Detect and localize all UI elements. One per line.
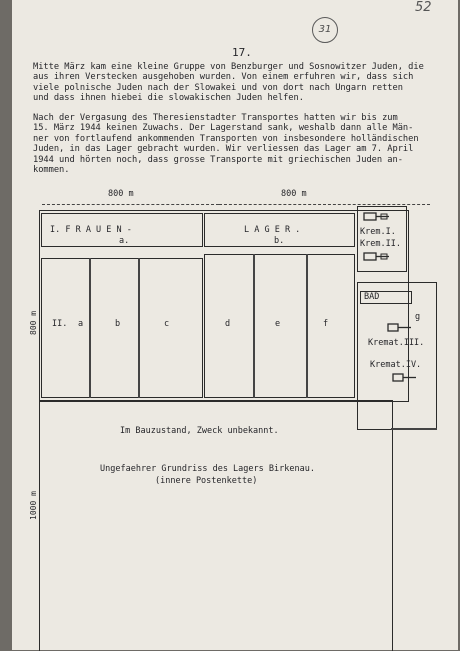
crematorium-icon [363, 250, 393, 264]
text-line: viele polnische Juden nach der Slowakei und von dort nach Ungarn retten [33, 82, 403, 93]
section-divider [138, 258, 140, 398]
section-f-label: f [323, 319, 329, 329]
lager-b-sub: b. [274, 236, 285, 246]
dimension-top-left: 800 m [108, 189, 134, 199]
bad-label: BAD [364, 292, 380, 302]
crematorium-icon [363, 210, 393, 224]
text-line: 15. März 1944 keinen Zuwachs. Der Lagerstand sank, weshalb dann alle Män- [33, 123, 414, 134]
page-number: 17. [232, 46, 252, 59]
dimension-line [219, 204, 430, 205]
krem-1-label: Krem.I. [360, 227, 396, 237]
section-a-label: a [78, 319, 84, 329]
document-page [12, 0, 458, 650]
corner-page-mark: 52 [415, 0, 432, 15]
section-d-label: d [225, 319, 231, 329]
construction-area-label: Im Bauzustand, Zweck unbekannt. [120, 426, 279, 436]
paragraph-2 [33, 113, 458, 175]
text-line: Mitte März kam eine kleine Gruppe von Benzburger und Sosnowitzer Juden, die [33, 62, 424, 72]
text-line: aus ihren Verstecken ausgehoben wurden. Von einem erfuhren wir, dass sich [33, 72, 414, 83]
frauen-lager-title: I. F R A U E N - [50, 225, 132, 235]
text-line: 1944 und hörten noch, dass grosse Transporte mit griechischen Juden an- [33, 154, 403, 165]
text-line: Juden, in das Lager gebracht wurden. Wir verliessen das Lager am 7. April [33, 144, 414, 155]
diagram-caption: Ungefaehrer Grundriss des Lagers Birkenau. [100, 464, 315, 474]
boundary-line [391, 428, 437, 430]
section-c-label: c [164, 319, 170, 329]
paragraph-1 [33, 62, 458, 104]
section-g-label: g [415, 312, 421, 322]
section-ii-label: II. [52, 319, 68, 329]
text-line: und dass ihnen hiebei die slowakischen Juden helfen. [33, 93, 304, 104]
krem-2-label: Krem.II. [360, 239, 401, 249]
lager-b-title: L A G E R . [244, 225, 301, 235]
text-line: ner von fortlaufend ankommenden Transporten von insbesondere holländischen [33, 133, 419, 144]
crematorium-icon [392, 372, 418, 384]
section-divider [306, 254, 308, 398]
construction-area [39, 400, 393, 651]
dimension-line [42, 204, 219, 205]
section-e-label: e [275, 319, 281, 329]
circled-folio-number: 31 [312, 17, 338, 43]
section-b-label: b [115, 319, 121, 329]
dimension-left-lower: 1000 m [29, 491, 38, 520]
kremat-4-label: Kremat.IV. [370, 360, 422, 370]
text-line: kommen. [33, 165, 70, 176]
section-divider [89, 258, 91, 398]
kremat-3-label: Kremat.III. [368, 338, 425, 348]
crematorium-icon [387, 322, 413, 334]
dimension-left-upper: 800 m [29, 310, 38, 335]
text-line: Nach der Vergasung des Theresienstadter Transportes hatten wir bis zum [33, 113, 398, 123]
section-divider [253, 254, 255, 398]
diagram-caption-sub: (innere Postenkette) [155, 476, 258, 486]
frauen-lager-sub: a. [119, 236, 130, 246]
dimension-top-right: 800 m [281, 189, 307, 199]
